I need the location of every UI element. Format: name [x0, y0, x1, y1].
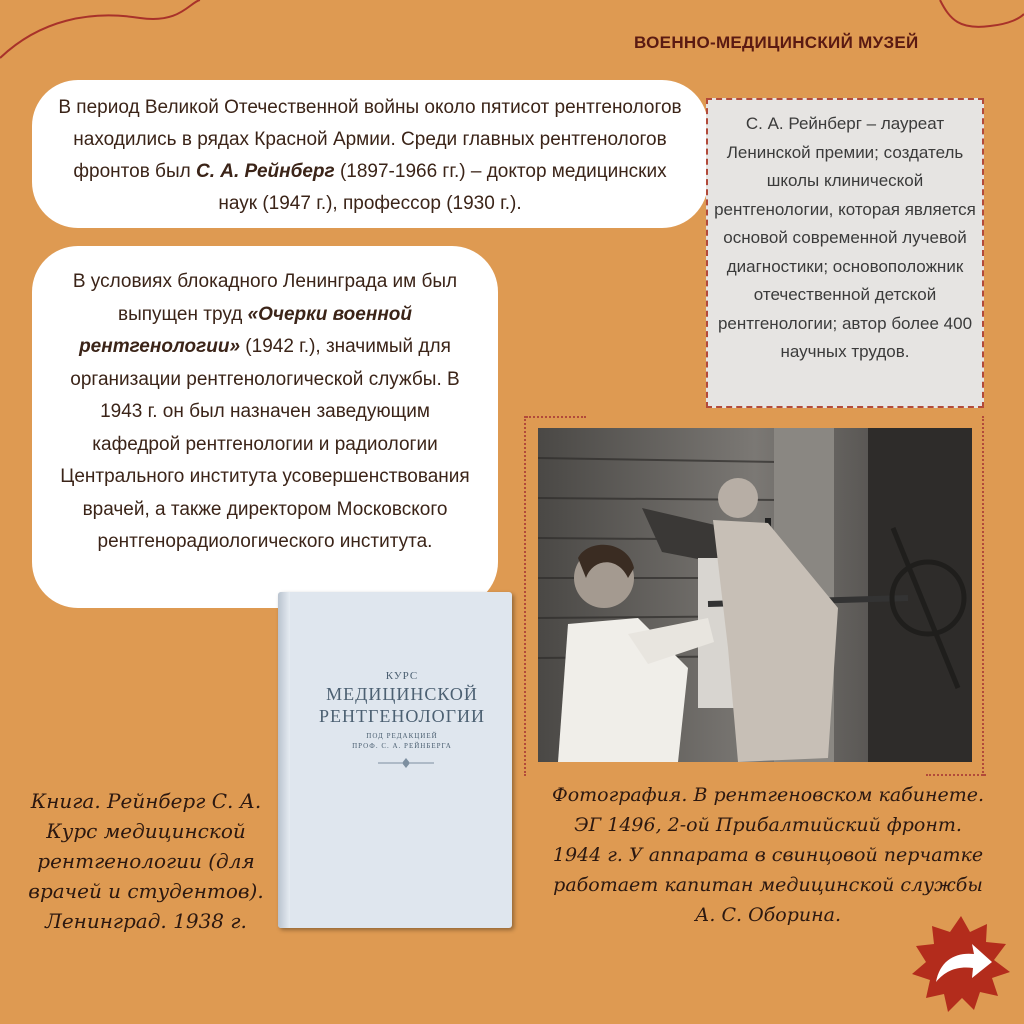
intro-text-start: В период Великой Отечественной войны около пятисот рентгенологов находились в рядах Красной Армии. Среди главных рентгенологов фронтов был	[58, 97, 682, 182]
book-caption: Книга. Рейнберг С. А. Курс медицинской рентгенологии (для врачей и студентов). Ленинград. 1938 г.	[28, 789, 264, 933]
info-note-box	[706, 98, 984, 408]
book-cover-line-3: РЕНТГЕНОЛОГИИ	[318, 706, 486, 726]
photo-illustration	[538, 428, 972, 762]
book-cover-line-5: ПРОФ. С. А. РЕЙНБЕРГА	[352, 742, 452, 750]
photo-caption: Фотография. В рентгеновском кабинете. ЭГ 1496, 2-ой Прибалтийский фронт. 1944 г. У аппарата в свинцовой перчатке работает капитан медицинской службы А. С. Оборина.	[551, 784, 985, 926]
next-page-arrow-icon[interactable]	[912, 916, 1010, 1012]
book-cover-image	[278, 592, 512, 928]
info-note-text: С. А. Рейнберг – лауреат Ленинской премии; создатель школы клинической рентгенологии, которая является основой современной лучевой диагностики; основоположник отечественной детской рентгенологии; автор более 400 научных трудов.	[714, 114, 976, 361]
book-cover-line-2: МЕДИЦИНСКОЙ	[326, 684, 478, 704]
book-ornament-icon	[376, 756, 436, 770]
text-bubble-leningrad	[32, 246, 498, 608]
person-name: С. А. Рейнберг	[195, 161, 335, 182]
intro-text-end: (1897-1966 гг.) – доктор медицинских наук (1947 г.), профессор (1930 г.).	[218, 161, 667, 214]
leningrad-text-start: В условиях блокадного Ленинграда им был выпущен труд	[72, 271, 458, 325]
book-spine	[278, 592, 290, 928]
xray-room-photo	[538, 428, 972, 762]
text-bubble-intro	[32, 80, 708, 228]
book-cover-line-1: КУРС	[385, 670, 419, 682]
museum-title: ВОЕННО-МЕДИЦИНСКИЙ МУЗЕЙ	[634, 33, 919, 52]
book-cover-line-4: ПОД РЕДАКЦИЕЙ	[366, 732, 438, 740]
leningrad-text-end: (1942 г.), значимый для организации рентгенологической службы. В 1943 г. он был назначен заведующим кафедрой рентгенологии и радиологии Центрального института усовершенствования врачей, а также директором Московского рентгенорадиологического института.	[60, 336, 470, 552]
work-title: «Очерки военной рентгенологии»	[79, 303, 413, 357]
